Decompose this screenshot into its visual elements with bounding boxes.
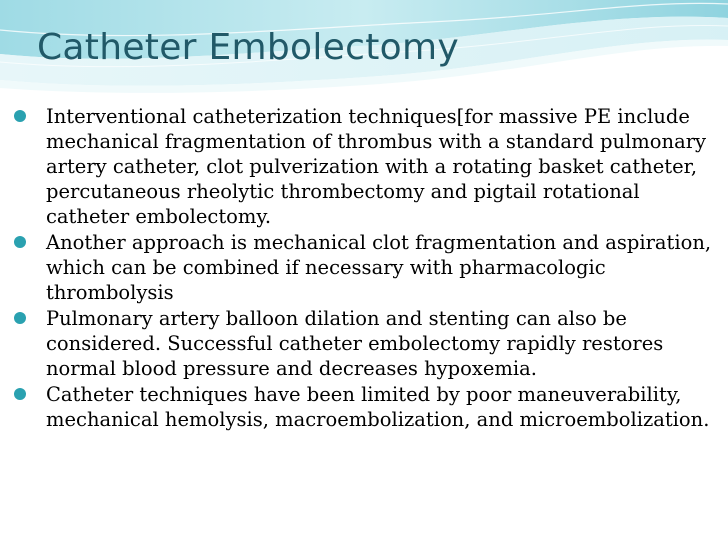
bullet-item: [14, 104, 714, 229]
bullet-text: Catheter techniques have been limited by poor maneuverability, mechanical hemolysis, macroembolization, and microembolization.: [46, 383, 710, 431]
bullet-dot-icon: [14, 236, 26, 248]
bullet-item: [14, 306, 714, 381]
bullet-item: [14, 230, 714, 305]
bullet-text: Pulmonary artery balloon dilation and stenting can also be considered. Successful catheter embolectomy rapidly restores normal blood pressure and decreases hypoxemia.: [46, 307, 664, 380]
bullet-dot-icon: [14, 388, 26, 400]
bullet-item: [14, 382, 714, 432]
slide-title: Catheter Embolectomy: [37, 27, 459, 68]
bullet-dot-icon: [14, 110, 26, 122]
bullet-list: [14, 104, 714, 433]
bullet-text: Interventional catheterization techniques[for massive PE include mechanical fragmentation of thrombus with a standard pulmonary artery catheter, clot pulverization with a rotating basket catheter, percutaneous rheolytic thrombectomy and pigtail rotational catheter embolectomy.: [46, 105, 707, 228]
bullet-text: Another approach is mechanical clot fragmentation and aspiration, which can be combined if necessary with pharmacologic thrombolysis: [46, 231, 712, 304]
bullet-dot-icon: [14, 312, 26, 324]
